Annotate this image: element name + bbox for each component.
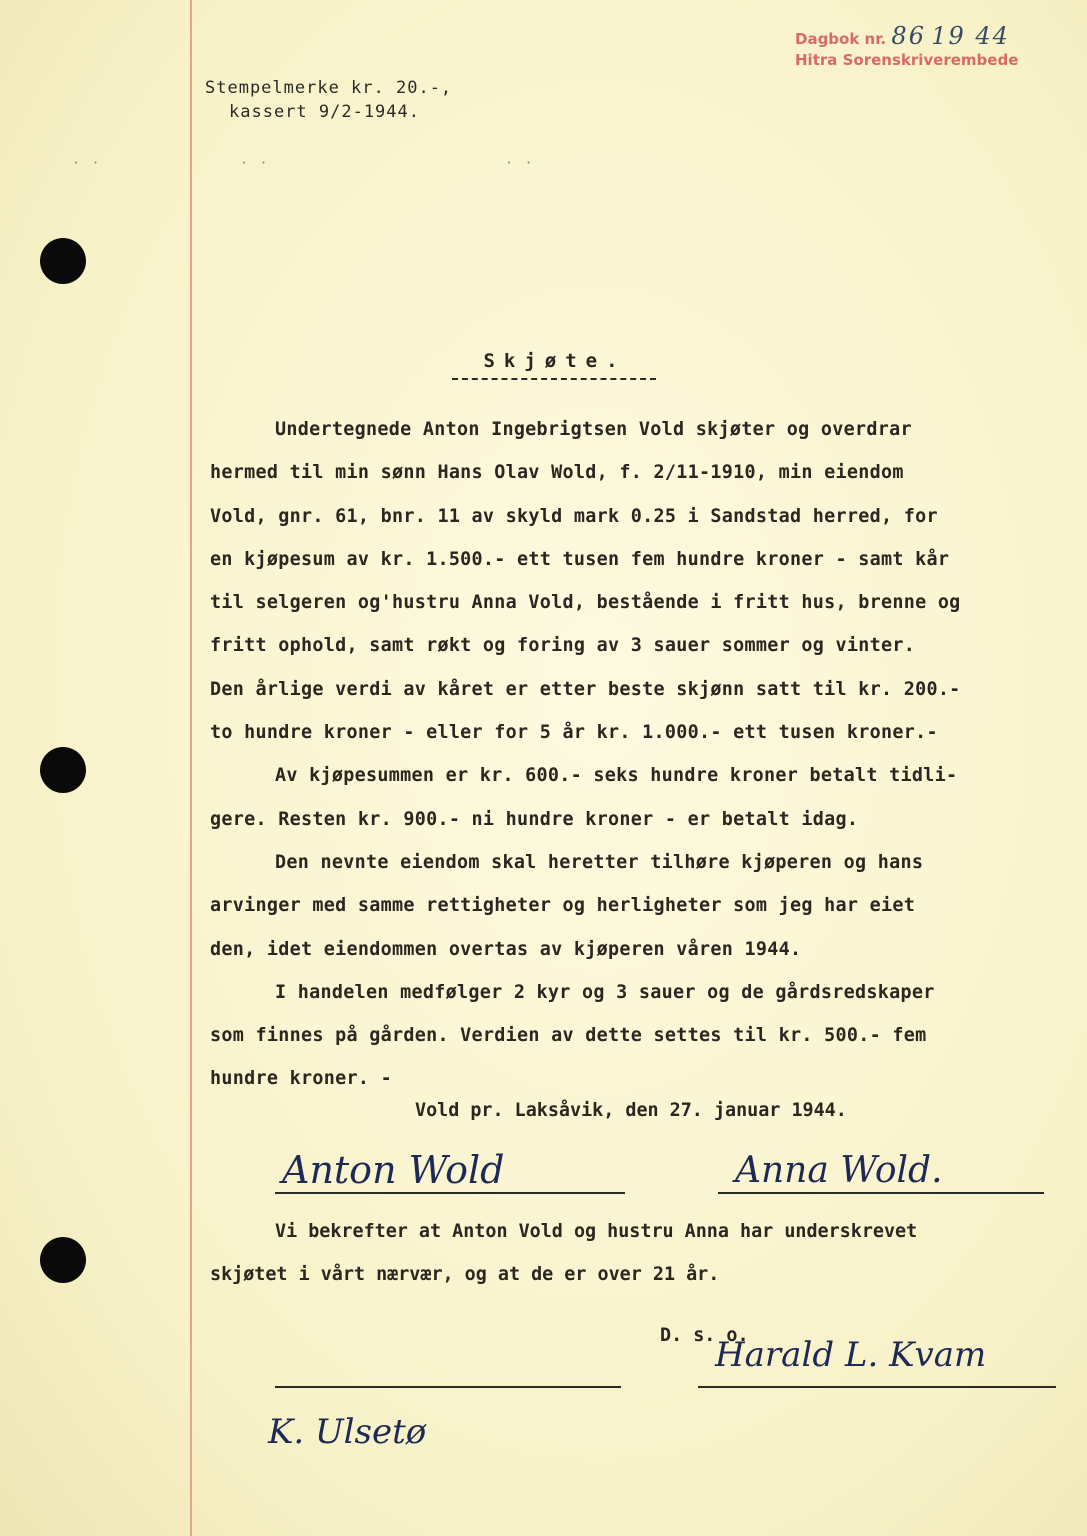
body-line: to hundre kroner - eller for 5 år kr. 1.000.- ett tusen kroner.- [210,722,938,744]
stamp-duty-note [205,76,452,124]
punch-hole-middle [40,747,86,793]
signature-wife: Anna Wold. [735,1150,943,1191]
signature-witness-2: K. Ulsetø [268,1412,427,1452]
cert-line: Vi bekrefter at Anton Vold og hustru Anna har underskrevet [275,1221,918,1242]
body-line: fritt ophold, samt røkt og foring av 3 sauer sommer og vinter. [210,635,916,657]
signature-line-seller [275,1192,625,1194]
deed-body [210,408,1060,1101]
body-line: som finnes på gården. Verdien av dette settes til kr. 500.- fem [210,1025,927,1047]
body-line: Av kjøpesummen er kr. 600.- seks hundre kroner betalt tidli- [275,765,958,787]
body-line: Vold, gnr. 61, bnr. 11 av skyld mark 0.25 i Sandstad herred, for [210,505,938,527]
stamp-office: Hitra Sorenskriverembede [795,51,1019,69]
cert-line: skjøtet i vårt nærvær, og at de er over 21 år. [210,1264,720,1285]
body-line: Den nevnte eiendom skal heretter tilhøre kjøperen og hans [275,851,924,873]
body-line: Undertegnede Anton Ingebrigtsen Vold skjøter og overdrar [275,419,912,440]
punch-hole-top [40,238,86,284]
stamp-dagbok-number: 86 [891,22,926,50]
dso-abbreviation: D. s. o. [660,1325,749,1346]
title-underline [452,378,656,380]
document-title: Skjøte. [483,350,627,372]
signature-seller: Anton Wold [282,1148,505,1192]
witness-certification [210,1210,917,1296]
faint-smudge: · · [240,156,270,171]
stamp-duty-line1: Stempelmerke kr. 20.-, [205,78,453,98]
faint-smudge: · · [505,156,535,171]
body-line: Den årlige verdi av kåret er etter beste skjønn satt til kr. 200.- [210,678,961,700]
body-line: I handelen medfølger 2 kyr og 3 sauer og de gårdsredskaper [275,981,935,1003]
signature-line-witness-2 [275,1386,621,1388]
stamp-duty-line2: kassert 9/2-1944. [229,102,420,122]
body-line: en kjøpesum av kr. 1.500.- ett tusen fem hundre kroner - samt kår [210,548,950,570]
body-line: hermed til min sønn Hans Olav Wold, f. 2/11-1910, min eiendom [210,462,904,484]
body-line: til selgeren og'hustru Anna Vold, bestående i fritt hus, brenne og [210,592,961,614]
stamp-year: 19 44 [931,22,1010,50]
body-line: den, idet eiendommen overtas av kjøperen våren 1944. [210,938,802,960]
body-line: hundre kroner. - [210,1068,392,1090]
punch-hole-bottom [40,1237,86,1283]
signature-line-wife [718,1192,1044,1194]
place-and-date: Vold pr. Laksåvik, den 27. januar 1944. [415,1100,847,1121]
margin-line [190,0,192,1536]
signature-line-witness-1 [698,1386,1056,1388]
stamp-dagbok-label: Dagbok nr. [795,30,887,48]
body-line: arvinger med samme rettigheter og herligheter som jeg har eiet [210,895,916,917]
signature-witness-1: Harald L. Kvam [715,1335,987,1375]
body-line: gere. Resten kr. 900.- ni hundre kroner - er betalt idag. [210,808,859,830]
faint-smudge: · · [72,156,102,171]
registry-stamp [795,22,1019,71]
